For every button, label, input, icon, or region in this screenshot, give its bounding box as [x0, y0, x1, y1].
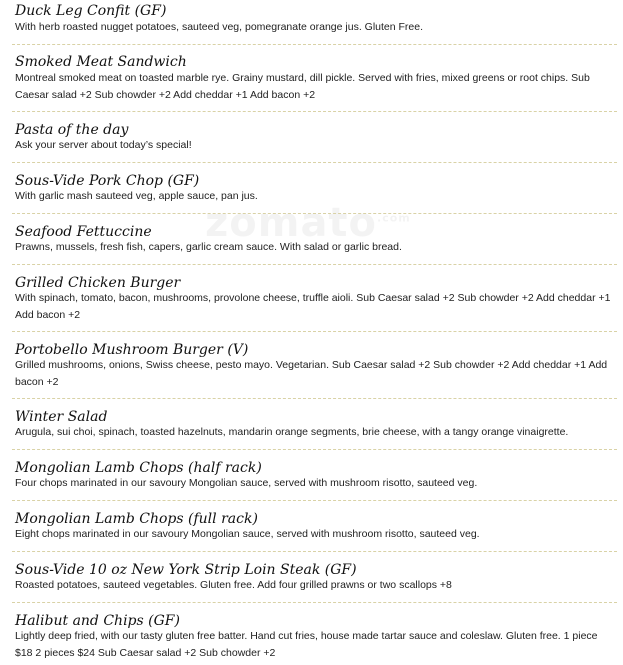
- item-title: Portobello Mushroom Burger (V): [15, 342, 249, 358]
- item-title: Duck Leg Confit (GF): [15, 3, 167, 19]
- item-description: Roasted potatoes, sauteed vegetables. Gluten free. Add four grilled prawns or two scallops +8: [15, 579, 452, 591]
- item-title: Mongolian Lamb Chops (half rack): [15, 460, 262, 476]
- divider: [12, 111, 617, 112]
- divider: [12, 602, 617, 603]
- item-title: Winter Salad: [15, 409, 108, 425]
- item-description: Prawns, mussels, fresh fish, capers, garlic cream sauce. With salad or garlic bread.: [15, 241, 402, 253]
- item-description: Grilled mushrooms, onions, Swiss cheese, pesto mayo. Vegetarian. Sub Caesar salad +2 Sub chowder +2 Add cheddar +1 Add bacon +2: [15, 359, 608, 388]
- item-description: Four chops marinated in our savoury Mongolian sauce, served with mushroom risotto, sauteed veg.: [15, 477, 478, 489]
- item-description: Eight chops marinated in our savoury Mongolian sauce, served with mushroom risotto, sauteed veg.: [15, 528, 480, 540]
- divider: [12, 264, 617, 265]
- divider: [12, 398, 617, 399]
- divider: [12, 213, 617, 214]
- item-description: Montreal smoked meat on toasted marble rye. Grainy mustard, dill pickle. Served with fries, mixed greens or root chips. Sub Caesar salad +2 Sub chowder +2 Add cheddar +1 Add bacon +2: [15, 72, 590, 101]
- item-title: Smoked Meat Sandwich: [15, 54, 187, 70]
- item-description: With spinach, tomato, bacon, mushrooms, provolone cheese, truffle aioli. Sub Caesar salad +2 Sub chowder +2 Add cheddar +1 Add bacon +2: [15, 292, 611, 321]
- divider: [12, 551, 617, 552]
- divider: [12, 500, 617, 501]
- item-title: Halibut and Chips (GF): [15, 613, 180, 629]
- divider: [12, 44, 617, 45]
- item-description: With herb roasted nugget potatoes, sauteed veg, pomegranate orange jus. Gluten Free.: [15, 21, 424, 33]
- item-description: Arugula, sui choi, spinach, toasted hazelnuts, mandarin orange segments, brie cheese, with a tangy orange vinaigrette.: [15, 426, 569, 438]
- item-title: Grilled Chicken Burger: [15, 275, 181, 291]
- divider: [12, 331, 617, 332]
- item-title: Pasta of the day: [15, 122, 129, 138]
- item-title: Mongolian Lamb Chops (full rack): [15, 511, 258, 527]
- item-description: Lightly deep fried, with our tasty gluten free batter. Hand cut fries, house made tartar sauce and coleslaw. Gluten free. 1 piece $18 2 pieces $24 Sub Caesar salad +2 Sub chowder +2: [15, 630, 598, 659]
- item-title: Sous-Vide 10 oz New York Strip Loin Steak (GF): [15, 562, 357, 578]
- item-description: With garlic mash sauteed veg, apple sauce, pan jus.: [15, 190, 258, 202]
- item-title: Sous-Vide Pork Chop (GF): [15, 173, 200, 189]
- item-title: Seafood Fettuccine: [15, 224, 152, 240]
- divider: [12, 449, 617, 450]
- item-description: Ask your server about today’s special!: [15, 139, 192, 151]
- divider: [12, 162, 617, 163]
